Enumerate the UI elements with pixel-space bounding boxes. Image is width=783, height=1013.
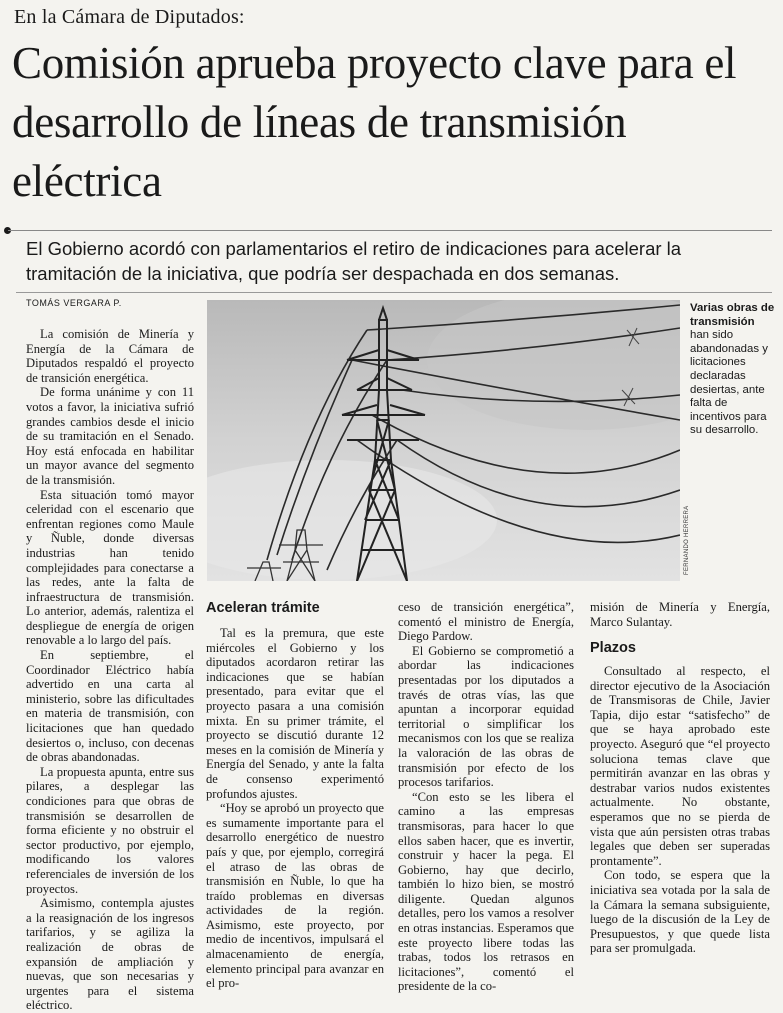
kicker: En la Cámara de Diputados:	[14, 6, 245, 28]
headline-rule	[8, 230, 772, 231]
photo-credit: FERNANDO HERRERA	[684, 505, 690, 575]
paragraph: Con todo, se espera que la iniciativa sea votada por la sala de la Cámara la semana subsiguiente, luego de la discusión de la Ley de Presupuestos, y que quede lista para ser promulgada.	[590, 868, 770, 956]
paragraph: Consultado al respecto, el director ejecutivo de la Asociación de Transmisoras de Chile, Javier Tapia, dijo estar “satisfecho” de que se haya aprobado este proyecto. Aseguró que “el proyecto soluciona temas clave que permitirán avanzar en las obras y destrabar varios nudos existentes actualmente. No obstante, esperamos que no se pierda de vista que aún persisten otras trabas legales que deben ser superadas prontamente”.	[590, 664, 770, 868]
photo	[207, 300, 680, 581]
paragraph: De forma unánime y con 11 votos a favor, la iniciativa sufrió grandes cambios desde el inicio de su tramitación en el Senado. Hoy está enfocada en habilitar un mayor avance del segmento de la transmisión.	[26, 385, 194, 487]
paragraph: ceso de transición energética”, comentó el ministro de Energía, Diego Pardow.	[398, 600, 574, 644]
caption-lead: Varias obras de transmisión	[690, 302, 775, 328]
paragraph: Asimismo, contempla ajustes a la reasignación de los ingresos tarifarios, y se agiliza la realización de obras de expansión de ampliación y nuevas, que son necesarias y urgentes para el sistema eléctrico.	[26, 896, 194, 1013]
paragraph: En septiembre, el Coordinador Eléctrico había advertido en una carta al ministerio, sobre las dificultades en materia de transmisión, con licitaciones que han quedado desiertos o, incluso, con decenas de obras abandonadas.	[26, 648, 194, 765]
headline: Comisión aprueba proyecto clave para el desarrollo de líneas de transmisión eléctrica	[12, 38, 737, 206]
subhead-aceleran: Aceleran trámite	[206, 600, 320, 616]
deck-rule	[16, 292, 772, 293]
paragraph: La comisión de Minería y Energía de la Cámara de Diputados respaldó el proyecto de transición energética.	[26, 327, 194, 385]
deck: El Gobierno acordó con parlamentarios el retiro de indicaciones para acelerar la tramitación de la iniciativa, que podría ser despachada en dos semanas.	[26, 238, 682, 284]
body-column-3	[398, 600, 574, 994]
caption-text: han sido abandonadas y licitaciones declaradas desiertas, ante falta de incentivos para su desarrollo.	[690, 329, 768, 437]
photo-caption	[690, 302, 776, 438]
paragraph: El Gobierno se comprometió a abordar las indicaciones presentadas por los diputados a través de otras vías, las que apuntan a incorporar equidad territorial o simplificar los mecanismos con los que se realiza la valoración de las obras de transmisión por efecto de los procesos tarifarios.	[398, 643, 574, 790]
body-column-1	[26, 327, 194, 1013]
transmission-tower-image	[207, 300, 680, 581]
body-column-4	[590, 600, 770, 629]
paragraph: misión de Minería y Energía, Marco Sulantay.	[590, 600, 770, 629]
subhead-plazos: Plazos	[590, 640, 636, 656]
paragraph: “Hoy se aprobó un proyecto que es sumamente importante para el desarrollo energético de nuestro país y que, por ejemplo, corregirá el atraso de las obras de transmisión en Ñuble, lo que ha traído problemas en diversas actividades de la región. Asimismo, este proyecto, por medio de incentivos, impulsará el almacenamiento de energía, elemento principal para avanzar en el pro-	[206, 801, 384, 991]
byline: TOMÁS VERGARA P.	[26, 298, 122, 308]
body-column-2	[206, 626, 384, 991]
body-column-4-continued	[590, 664, 770, 956]
paragraph: Tal es la premura, que este miércoles el Gobierno y los diputados acordaron retirar las indicaciones que se habían presentado, para evitar que el proyecto pasara a una comisión mixta. En su primer trámite, el proyecto se discutió durante 12 meses en la comisión de Minería y Energía del Senado, y ante la falta de consenso experimentó profundos ajustes.	[206, 626, 384, 801]
paragraph: La propuesta apunta, entre sus pilares, a desplegar las condiciones para que obras de transmisión se desarrollen de forma eficiente y no obstruir el sector productivo, por ejemplo, modificando los valores referenciales de inversión de los proyectos.	[26, 764, 194, 896]
paragraph: “Con esto se les libera el camino a las empresas transmisoras, para hacer lo que ellos saben hacer, que es invertir, construir y hacer la pega. El Gobierno, hay que decirlo, también lo hizo bien, se mostró diligente. Quedan algunos detalles, pero los vamos a resolver en otras instancias. Esperamos que este proyecto libere todas las trabas, todos los retrasos en licitaciones”, comentó el presidente de la co-	[398, 789, 574, 994]
paragraph: Esta situación tomó mayor celeridad con el escenario que enfrentan regiones como Maule y Ñuble, donde diversas industrias han tenido complejidades para conectarse a las redes, ante la falta de infraestructura de transmisión. Lo anterior, además, ralentiza el despliegue de energía de origen renovable a lo largo del país.	[26, 487, 194, 648]
